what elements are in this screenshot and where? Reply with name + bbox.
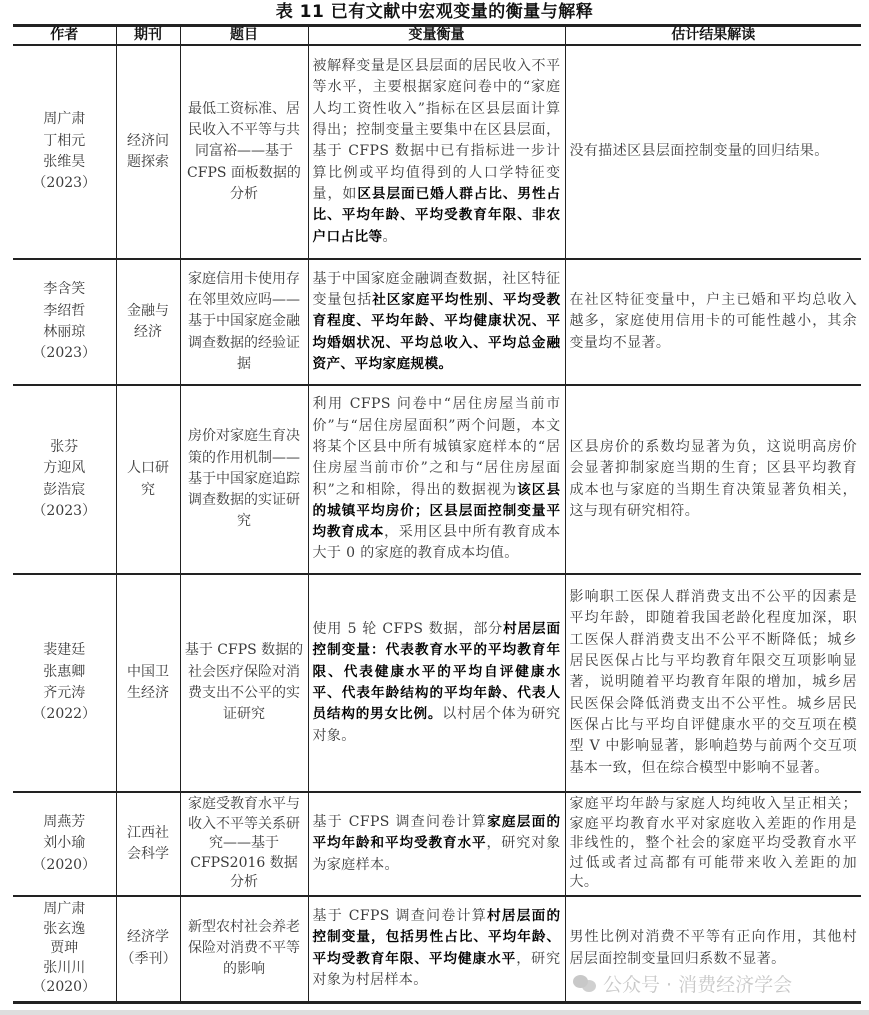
header-result: 估计结果解读 <box>565 26 861 46</box>
measure-text: ，研究对象为村居样本。 <box>312 950 561 989</box>
measure-cell <box>308 259 565 385</box>
authors-cell <box>13 896 116 1002</box>
publication-year: （2023） <box>32 345 97 362</box>
authors-cell <box>13 259 116 385</box>
topic-cell: 房价对家庭生育决策的作用机制——基于中国家庭追踪调查数据的实证研究 <box>180 385 308 574</box>
measure-text: 使用 5 轮 CFPS 数据，部分 <box>312 621 504 638</box>
measure-cell <box>308 385 565 574</box>
authors-cell <box>13 385 116 574</box>
header-topic: 题目 <box>180 26 308 46</box>
topic-cell: 家庭受教育水平与收入不平等关系研究——基于 CFPS2016 数据分析 <box>180 792 308 896</box>
measure-text: 被解释变量是区县层面的居民收入不平等水平，主要根据家庭问卷中的“家庭人均工资性收入”指标在区县层面计算得出；控制变量主要集中在区县层面，基于 CFPS 数据中已有指标进一步计算比例或平均值得到的人口学特征变量，如 <box>312 58 561 202</box>
authors-cell <box>13 792 116 896</box>
watermark <box>573 968 792 998</box>
header-journal: 期刊 <box>116 26 180 46</box>
measure-text: 。 <box>382 228 397 245</box>
publication-year: （2020） <box>32 856 97 873</box>
result-cell: 在社区特征变量中，户主已婚和平均总收入越多，家庭使用信用卡的可能性越小，其余变量均不显著。 <box>565 259 861 385</box>
measure-text: 基于 CFPS 调查问卷计算 <box>312 814 488 831</box>
measure-highlight: 家庭层面的平均年龄和平均受教育水平 <box>312 814 561 852</box>
publication-year: （2020） <box>32 979 97 995</box>
topic-cell: 最低工资标准、居民收入不平等与共同富裕——基于 CFPS 面板数据的分析 <box>180 45 308 259</box>
result-cell: 影响职工医保人群消费支出不公平的因素是平均年龄，即随着我国老龄化程度加深，职工医保人群消费支出不公平不断降低；城乡居民医保占比与平均教育年限交互项影响显著，说明随着平均教育年限的增加，城乡居民医保会降低消费支出不公平性。城乡居民医保占比与平均自评健康水平的交互项在模型 V 中影响显著，影响趋势与前两个交互项基本一致，但在综合模型中影响不显著。 <box>565 574 861 792</box>
author-name: 周广肃 <box>43 111 86 128</box>
measure-text: 利用 CFPS 问卷中“居住房屋当前市价”与“居住房屋面积”两个问题，本文将某个区县中所有城镇家庭样本的“居住房屋当前市价”之和与“居住房屋面积”之和相除，得出的数据视为 <box>312 396 561 498</box>
topic-cell: 基于 CFPS 数据的社会医疗保险对消费支出不公平的实证研究 <box>180 574 308 792</box>
author-name: 林丽琼 <box>43 324 86 340</box>
result-cell: 家庭平均年龄与家庭人均纯收入呈正相关；家庭平均教育水平对家庭收入差距的作用是非线性的，整个社会的家庭平均受教育水平过低或者过高都有可能带来收入差距的加大。 <box>565 792 861 896</box>
bottom-edge <box>0 1010 869 1015</box>
measure-highlight: 村居层面的控制变量，包括男性占比、平均年龄、平均受教育年限、平均健康水平 <box>312 908 561 967</box>
journal-cell: 中国卫生经济 <box>116 574 180 792</box>
author-name: 张维昊 <box>43 154 86 170</box>
header-authors: 作者 <box>13 26 116 46</box>
author-name: 刘小瑜 <box>43 835 86 852</box>
topic-cell: 新型农村社会养老保险对消费不平等的影响 <box>180 896 308 1002</box>
measure-cell <box>308 574 565 792</box>
result-cell: 没有描述区县层面控制变量的回归结果。 <box>565 45 861 259</box>
measure-highlight: 区县层面已婚人群占比、男性占比、平均年龄、平均受教育年限、非农户口占比等 <box>312 185 561 245</box>
author-name: 周燕芳 <box>43 814 86 831</box>
author-name: 裴建廷 <box>43 642 86 659</box>
measure-highlight: 该区县的城镇平均房价；区县层面控制变量平均教育成本 <box>312 481 561 541</box>
author-name: 丁相元 <box>43 132 86 149</box>
result-cell: 区县房价的系数均显著为负，这说明高房价会显著抑制家庭当期的生育；区县平均教育成本也与家庭的当期生育决策显著负相关，这与现有研究相符。 <box>565 385 861 574</box>
measure-cell <box>308 45 565 259</box>
measure-highlight: 村居层面控制变量：代表教育水平的平均教育年限、代表健康水平的平均自评健康水平、代表年龄结构的平均年龄、代表人员结构的男女比例。 <box>312 621 561 723</box>
measure-text: 以村居个体为研究对象。 <box>312 706 561 744</box>
publication-year: （2022） <box>32 706 97 723</box>
measure-cell <box>308 792 565 896</box>
journal-cell: 江西社会科学 <box>116 792 180 896</box>
journal-cell: 经济学（季刊） <box>116 896 180 1002</box>
author-name: 张惠卿 <box>43 663 86 680</box>
wechat-icon <box>573 973 597 993</box>
header-row <box>13 26 861 46</box>
authors-cell <box>13 574 116 792</box>
author-name: 贾珅 <box>50 940 79 956</box>
table-row <box>13 792 861 896</box>
journal-cell: 金融与经济 <box>116 259 180 385</box>
author-name: 李含笑 <box>43 281 86 298</box>
author-name: 张川川 <box>43 959 86 976</box>
author-name: 周广肃 <box>43 901 86 917</box>
author-name: 彭浩宸 <box>43 481 86 498</box>
header-measure: 变量衡量 <box>308 26 565 46</box>
measure-highlight: 社区家庭平均性别、平均受教育程度、平均年龄、平均健康状况、平均婚姻状况、平均总收入、平均总金融资产、平均家庭规模。 <box>312 292 561 372</box>
table-row <box>13 45 861 259</box>
measure-text: ，研究对象为家庭样本。 <box>312 835 561 873</box>
result-cell: 男性比例对消费不平等有正向作用，其他村居层面控制变量回归系数不显著。 <box>565 896 861 1002</box>
journal-cell: 人口研究 <box>116 385 180 574</box>
author-name: 方迎风 <box>43 460 86 477</box>
measure-cell <box>308 896 565 1002</box>
author-name: 李绍哲 <box>43 302 86 319</box>
table-row <box>13 574 861 792</box>
author-name: 齐元涛 <box>43 685 86 701</box>
watermark-text: 公众号 · 消费经济学会 <box>603 973 793 996</box>
topic-cell: 家庭信用卡使用存在邻里效应吗——基于中国家庭金融调查数据的经验证据 <box>180 259 308 385</box>
table-title: 表 11 已有文献中宏观变量的衡量与解释 <box>275 2 594 22</box>
measure-text: ，采用区县中所有教育成本大于 0 的家庭的教育成本均值。 <box>312 524 561 562</box>
measure-text: 基于 CFPS 调查问卷计算 <box>312 908 488 925</box>
author-name: 张玄逸 <box>43 920 86 937</box>
table-row <box>13 385 861 574</box>
measure-text: 基于中国家庭金融调查数据，社区特征变量包括 <box>312 270 561 309</box>
author-name: 张芬 <box>50 438 79 455</box>
literature-table <box>13 24 861 1004</box>
journal-cell: 经济问题探索 <box>116 45 180 259</box>
authors-cell <box>13 45 116 259</box>
table-row <box>13 259 861 385</box>
publication-year: （2023） <box>32 502 97 519</box>
publication-year: （2023） <box>32 175 97 192</box>
